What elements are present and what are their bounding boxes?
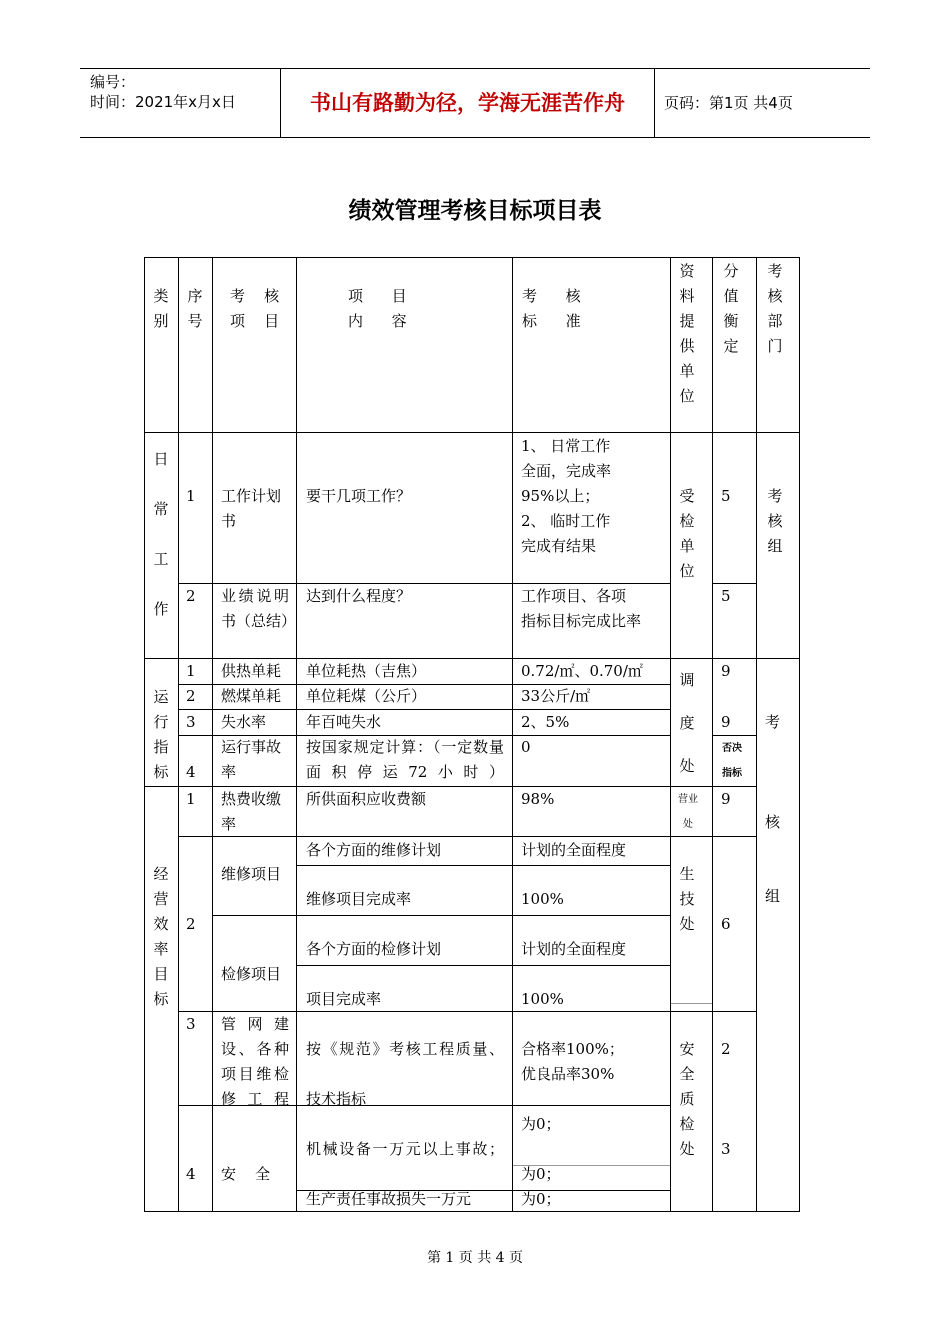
biz1-provider: 营业处 (678, 794, 698, 830)
row2-content: 达到什么程度？ (306, 587, 412, 605)
row1-seq: 1 (186, 487, 196, 505)
table-line (296, 257, 297, 1212)
header-item-1: 考 核 (230, 287, 280, 305)
biz2-b1-content: 各个方面的检修计划 (306, 940, 442, 958)
biz3-item: 管网建设、各种项目维检修工程 (221, 1015, 289, 1108)
biz2-provider: 生技处 (679, 865, 695, 933)
ops3-item: 失水率 (221, 713, 267, 731)
header-dept: 考核部门 (767, 262, 783, 355)
header-number: 编号： (90, 73, 136, 91)
row2-score: 5 (721, 587, 731, 605)
table-line (144, 257, 800, 258)
row1-content: 要干几项工作？ (306, 487, 412, 505)
row2-std-1: 工作项目、各项 (521, 587, 627, 605)
biz2-a2-content: 维修项目完成率 (306, 890, 412, 908)
ops1-item: 供热单耗 (221, 662, 282, 680)
section-biz: 经营效率目标 (153, 865, 169, 1008)
biz2-item-a: 维修项目 (221, 865, 282, 883)
table-line (296, 865, 670, 866)
table-line (178, 257, 179, 1212)
header-content-1: 项 目 (348, 287, 407, 305)
section-daily: 日常工作 (153, 450, 169, 618)
ops4-item: 运行事故率 (221, 738, 282, 781)
table-line (144, 1211, 800, 1212)
row1-std-4: 2、 临时工作 (521, 512, 611, 530)
biz2-a2-std: 100% (521, 890, 564, 908)
ops1-seq: 1 (186, 662, 196, 680)
table-line (756, 257, 757, 1212)
row1-item: 工作计划书 (221, 487, 282, 530)
header-provider: 资料提供单位 (679, 262, 695, 405)
header-time: 时间：2021年x月x日 (90, 93, 236, 111)
biz2-item-b: 检修项目 (221, 965, 282, 983)
page-header (80, 68, 870, 138)
biz4-std-1: 为0； (521, 1115, 561, 1133)
biz4-seq: 4 (186, 1165, 196, 1183)
table-line (144, 257, 145, 1212)
header-standard-1: 考 核 (522, 287, 581, 305)
table-line (212, 915, 670, 916)
header-motto: 书山有路勤为径，学海无涯苦作舟 (281, 69, 655, 137)
biz3-content: 按《规范》考核工程质量、 (306, 1040, 504, 1058)
biz3-std-1: 合格率100%； (521, 1040, 624, 1058)
table-line (799, 257, 800, 1212)
ops2-content: 单位耗煤（公斤） (306, 687, 427, 705)
header-score: 分值衡定 (723, 262, 739, 355)
header-seq: 序号 (187, 287, 203, 330)
ops2-std: 33公斤/㎡ (521, 687, 591, 705)
table-line (712, 583, 756, 584)
biz4-std-3: 为0； (521, 1190, 561, 1208)
ops4-score: 否决指标 (722, 743, 742, 779)
biz2-a1-std: 计划的全面程度 (521, 841, 627, 859)
table-line (512, 257, 513, 1212)
table-line (712, 257, 713, 1212)
header-category: 类别 (153, 287, 169, 330)
biz2-b2-content: 项目完成率 (306, 990, 382, 1008)
ops1-content: 单位耗热（吉焦） (306, 662, 427, 680)
row1-std-1: 1、 日常工作 (521, 437, 611, 455)
ops-provider: 调度处 (679, 671, 695, 775)
ops1-std: 0.72/㎡、0.70/㎡ (521, 662, 643, 680)
row2-item: 业绩说明书（总结） (221, 587, 297, 630)
table-line (144, 432, 800, 433)
biz4-score: 3 (721, 1140, 731, 1158)
page-footer: 第 1 页 共 4 页 (426, 1250, 524, 1266)
biz2-b2-std: 100% (521, 990, 564, 1008)
biz1-seq: 1 (186, 790, 196, 808)
ops2-item: 燃煤单耗 (221, 687, 282, 705)
section-ops: 运行指标 (153, 688, 169, 781)
biz34-provider: 安全质检处 (679, 1040, 695, 1158)
biz1-item: 热费收缴率 (221, 790, 282, 833)
daily-dept: 考核组 (767, 487, 783, 555)
row1-std-5: 完成有结果 (521, 537, 597, 555)
ops3-score: 9 (721, 713, 731, 731)
biz2-a1-content: 各个方面的维修计划 (306, 841, 442, 859)
ops3-std: 2、5% (521, 713, 570, 731)
biz1-std: 98% (521, 790, 555, 808)
ops3-seq: 3 (186, 713, 196, 731)
header-content-2: 内 容 (348, 312, 407, 330)
header-meta (80, 69, 281, 137)
page-title: 绩效管理考核目标项目表 (348, 198, 602, 224)
header-standard-2: 标 准 (522, 312, 581, 330)
row2-std-2: 指标目标完成比率 (521, 612, 642, 630)
header-page: 页码：第1页 共4页 (664, 94, 793, 112)
table-line (296, 965, 670, 966)
ops3-content: 年百吨失水 (306, 713, 382, 731)
biz4-content-2: 生产责任事故损失一万元 (306, 1190, 472, 1208)
biz3-seq: 3 (186, 1015, 196, 1033)
ops4-std: 0 (521, 738, 531, 756)
biz1-score: 9 (721, 790, 731, 808)
ops-biz-dept-3: 组 (765, 887, 781, 905)
biz3-content-2: 技术指标 (306, 1090, 367, 1108)
biz2-b1-std: 计划的全面程度 (521, 940, 627, 958)
ops4-seq: 4 (186, 763, 196, 781)
biz1-content: 所供面积应收费额 (306, 790, 427, 808)
row1-std-3: 95%以上； (521, 487, 600, 505)
row2-seq: 2 (186, 587, 196, 605)
ops-biz-dept-2: 核 (765, 813, 781, 831)
ops4-content: 按国家规定计算：（一定数量面积停运72小时） (306, 738, 504, 781)
header-item-2: 项 目 (230, 312, 280, 330)
table-line (212, 257, 213, 1212)
biz3-score: 2 (721, 1040, 731, 1058)
ops2-seq: 2 (186, 687, 196, 705)
biz4-item: 安 全 (221, 1165, 271, 1183)
biz3-std-2: 优良品率30% (521, 1065, 615, 1083)
ops1-score: 9 (721, 662, 731, 680)
biz4-std-2: 为0； (521, 1165, 561, 1183)
table-line (670, 1003, 712, 1004)
biz4-content-1: 机械设备一万元以上事故； (306, 1140, 504, 1158)
table-line (670, 257, 671, 1212)
row1-score: 5 (721, 487, 731, 505)
row1-std-2: 全面，完成率 (521, 462, 612, 480)
ops-biz-dept-1: 考 (765, 713, 781, 731)
biz2-seq: 2 (186, 915, 196, 933)
daily-provider: 受检单位 (679, 487, 695, 580)
biz2-score: 6 (721, 915, 731, 933)
